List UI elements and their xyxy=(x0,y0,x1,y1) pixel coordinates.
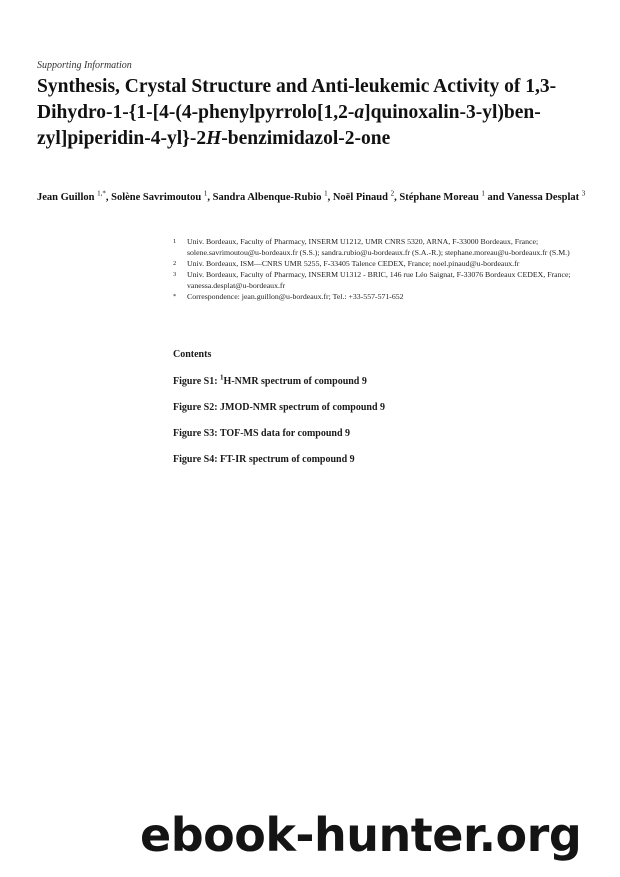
affiliation-item: 1 Univ. Bordeaux, Faculty of Pharmacy, INSERM U1212, UMR CNRS 5320, ARNA, F-33000 Bordeaux, France; solene.savrimoutou@u-bordeaux.fr (S.S.); sandra.rubio@u-bordeaux.fr (S.A.-R.); stephane.moreau@u-bordeaux.fr (S.M.) xyxy=(173,237,570,257)
author: Jean Guillon $^{1,*}$, xyxy=(37,189,112,203)
watermark-text: ebook-hunter.org xyxy=(140,808,582,862)
paper-title xyxy=(37,74,597,152)
author-list xyxy=(37,190,597,205)
author: Stéphane Moreau $^1$ and xyxy=(399,189,507,203)
author: Noël Pinaud $^2$, xyxy=(332,189,400,203)
contents-item-figure-s1: Figure S1: $^1$H-NMR spectrum of compound 9 xyxy=(173,373,367,387)
affiliation-item: 3 Univ. Bordeaux, Faculty of Pharmacy, INSERM U1312 - BRIC, 146 rue Léo Saignat, F-33076 Bordeaux CEDEX, France; vanessa.desplat@u-bordeaux.fr xyxy=(173,270,571,290)
affiliations xyxy=(173,236,593,302)
author: Sandra Albenque-Rubio $^1$, xyxy=(212,189,333,203)
affiliation-item: * Correspondence: jean.guillon@u-bordeaux.fr; Tel.: +33-557-571-652 xyxy=(173,292,404,301)
contents-item-figure-s3: Figure S3: TOF-MS data for compound 9 xyxy=(173,428,351,439)
contents-item-figure-s4: Figure S4: FT-IR spectrum of compound 9 xyxy=(173,454,355,465)
title-line-2: Dihydro-1-{1-[4-(4-phenylpyrrolo[1,2-a]quinoxalin-3-yl)ben- xyxy=(37,102,541,123)
author: Vanessa Desplat $^3$ xyxy=(506,189,586,203)
contents-item-figure-s2: Figure S2: JMOD-NMR spectrum of compound 9 xyxy=(173,402,386,413)
title-line-3: zyl]piperidin-4-yl}-2H-benzimidazol-2-one xyxy=(37,128,391,149)
title-line-1: Synthesis, Crystal Structure and Anti-leukemic Activity of 1,3- xyxy=(37,76,557,97)
contents-heading: Contents xyxy=(173,349,212,360)
supporting-information-label: Supporting Information xyxy=(37,60,132,71)
affiliation-item: 2 Univ. Bordeaux, ISM—CNRS UMR 5255, F-33405 Talence CEDEX, France; noel.pinaud@u-bordeaux.fr xyxy=(173,259,520,268)
author: Solène Savrimoutou $^1$, xyxy=(111,189,213,203)
